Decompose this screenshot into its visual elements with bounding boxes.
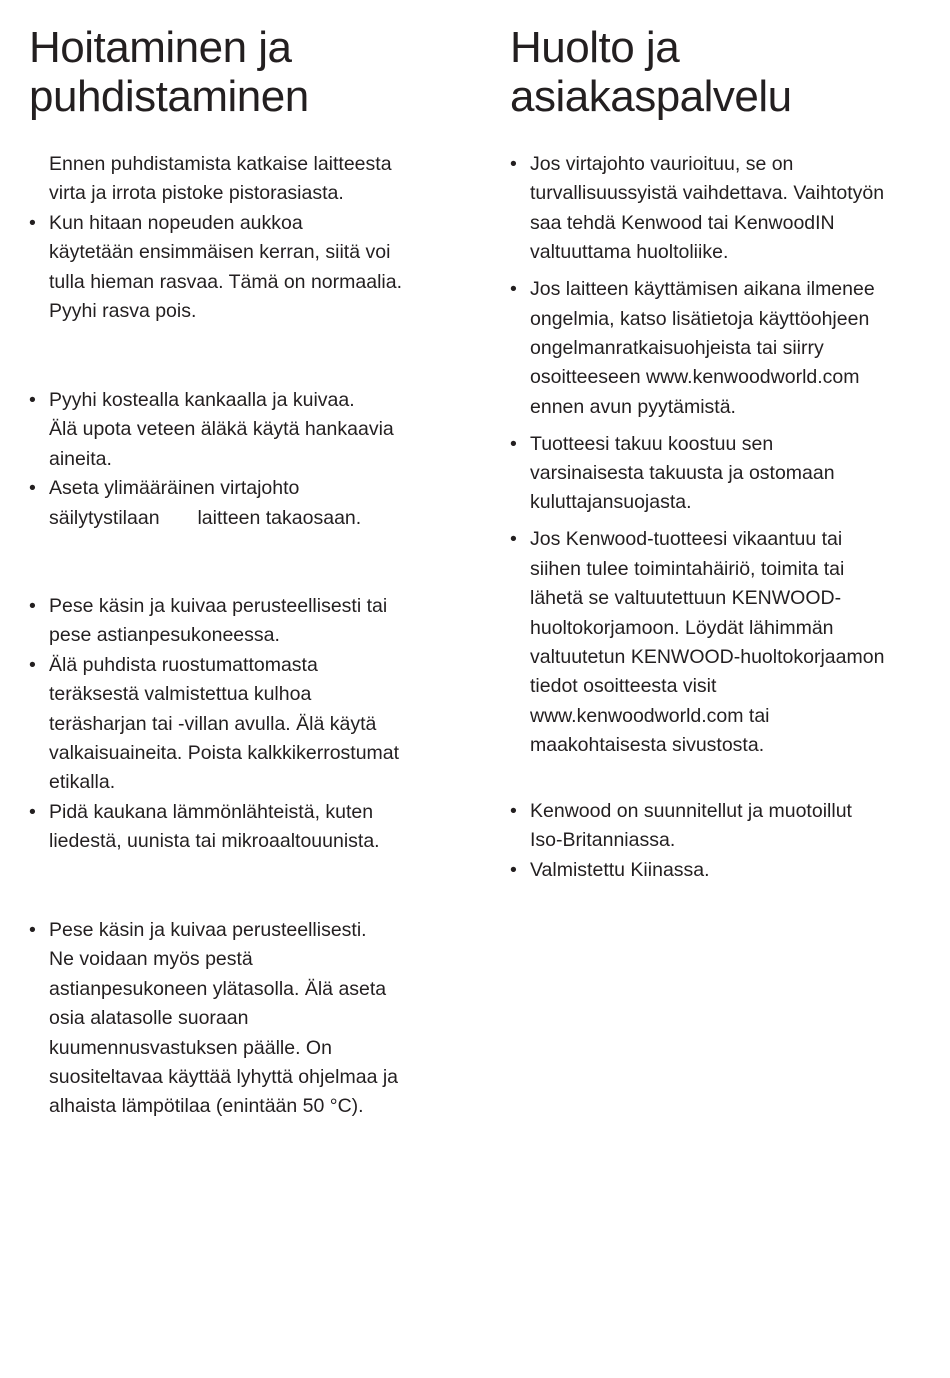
list-item: • Pyyhi kostealla kankaalla ja kuivaa. Älä upota veteen äläkä käytä hankaavia aineita. xyxy=(29,389,394,470)
service-heading: Huolto ja asiakaspalvelu xyxy=(510,23,792,121)
care-group-before-cleaning xyxy=(29,150,439,326)
list-item: • Kenwood on suunnitellut ja muotoillut Iso-Britanniassa. xyxy=(510,800,852,852)
care-group-bowl xyxy=(29,592,439,857)
care-group-parts xyxy=(29,916,439,1122)
list-item: • Pidä kaukana lämmönlähteistä, kuten liedestä, uunista tai mikroaaltouunista. xyxy=(29,800,380,853)
list-item: • Pese käsin ja kuivaa perusteellisesti tai pese astianpesukoneessa. xyxy=(29,595,388,647)
list-item: Ennen puhdistamista katkaise laitteesta virta ja irrota pistoke pistorasiasta. xyxy=(49,153,392,205)
list-item: • Älä puhdista ruostumattomasta teräksestä valmistettua kulhoa teräsharjan tai -villan avulla. Älä käytä valkaisuaineita. Poista kalkkikerrostumat etikalla. xyxy=(29,653,400,794)
care-and-cleaning-heading: Hoitaminen ja puhdistaminen xyxy=(29,23,309,121)
list-item: • Kun hitaan nopeuden aukkoa käytetään ensimmäisen kerran, siitä voi tulla hieman rasvaa. Tämä on normaalia. Pyyhi rasva pois. xyxy=(29,211,402,323)
service-group-origin xyxy=(510,797,935,885)
list-item: • Tuotteesi takuu koostuu sen varsinaisesta takuusta ja ostomaan kuluttajansuojasta. xyxy=(510,432,835,514)
care-group-main-unit xyxy=(29,386,439,533)
list-item: • Jos Kenwood-tuotteesi vikaantuu tai siihen tulee toimintahäiriö, toimita tai lähetä se valtuutettuun KENWOOD- huoltokorjamoon. Löydät lähimmän valtuutetun KENWOOD-huoltokorjaamon tiedot osoitteesta visit www.kenwoodworld.com tai maakohtaisesta sivustosta. xyxy=(510,528,885,757)
list-item: • Pese käsin ja kuivaa perusteellisesti. Ne voidaan myös pestä astianpesukoneen ylätasolla. Älä aseta osia alatasolle suoraan kuumennusvastuksen päälle. On suositeltavaa käyttää lyhyttä ohjelmaa ja alhaista lämpötilaa (enintään 50 °C). xyxy=(29,919,399,1118)
list-item: • Valmistettu Kiinassa. xyxy=(510,858,710,881)
list-item: • Jos laitteen käyttämisen aikana ilmenee ongelmia, katso lisätietoja käyttöohjeen ongelmanratkaisuohjeista tai siirry osoitteeseen www.kenwoodworld.com ennen avun pyytämistä. xyxy=(510,278,875,418)
list-item: • Aseta ylimääräinen virtajohto säilytystilaan laitteen takaosaan. xyxy=(29,477,362,529)
list-item: • Jos virtajohto vaurioituu, se on turvallisuussyistä vaihdettava. Vaihtotyön saa tehdä Kenwood tai KenwoodIN valtuuttama huoltoliike. xyxy=(510,153,885,264)
service-group-main xyxy=(510,150,935,761)
